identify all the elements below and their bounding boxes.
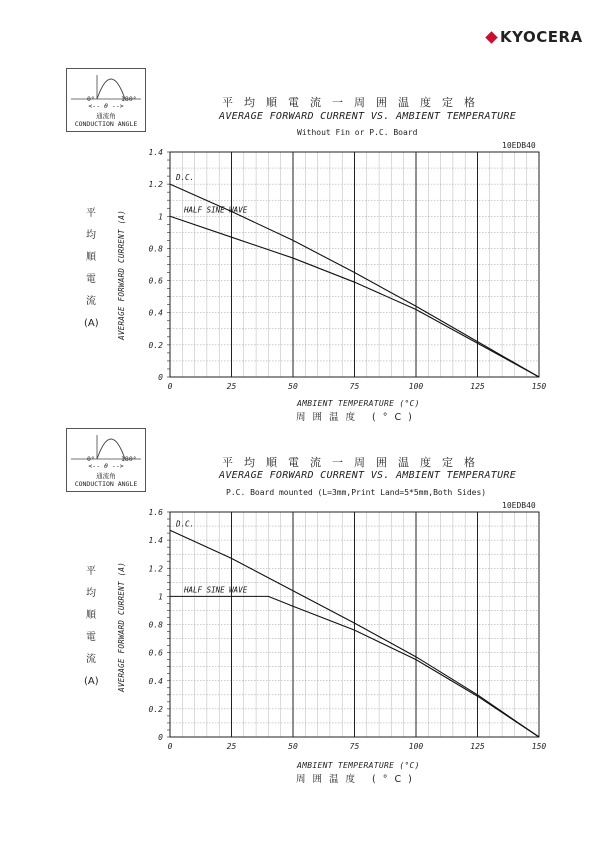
- chart1-title-cn: 平均順電流一周囲温度定格: [222, 96, 486, 109]
- chart2-xlabel: AMBIENT TEMPERATURE (°C): [297, 761, 420, 770]
- chart2-subtitle: P.C. Board mounted (L=3mm,Print Land=5*5mm,Both Sides): [226, 488, 487, 497]
- y-tick-label: 1.4: [148, 536, 163, 546]
- conduction-angle-inset: [66, 428, 146, 492]
- x-tick-label: 75: [349, 382, 360, 391]
- series-label: HALF SINE WAVE: [184, 205, 248, 215]
- conduction-angle-cn: 通流角: [96, 472, 116, 480]
- y-tick-label: 0.2: [148, 340, 163, 350]
- x-tick-label: 25: [226, 742, 237, 751]
- x-tick-label: 50: [288, 382, 298, 391]
- chart2-part-number: 10EDB40: [502, 501, 536, 510]
- theta-symbol: <-- θ -->: [88, 102, 124, 110]
- chart1-title: AVERAGE FORWARD CURRENT VS. AMBIENT TEMPERATURE: [219, 111, 517, 122]
- chart1-plot: [0, 140, 595, 390]
- angle-start-label: 0°: [87, 95, 95, 103]
- chart2-ylabel: AVERAGE FORWARD CURRENT (A): [117, 561, 126, 692]
- brand-name: KYOCERA: [500, 28, 583, 46]
- kyocera-logo: [486, 28, 583, 46]
- angle-start-label: 0°: [87, 455, 95, 463]
- angle-end-label: 180°: [121, 95, 137, 103]
- x-tick-label: 150: [531, 742, 547, 751]
- chart1-part-number: 10EDB40: [502, 141, 536, 150]
- y-tick-label: 1: [158, 212, 163, 222]
- y-tick-label: 1.2: [148, 564, 163, 574]
- theta-symbol: <-- θ -->: [88, 462, 124, 470]
- y-tick-label: 0.6: [148, 648, 163, 658]
- x-tick-label: 125: [470, 742, 485, 751]
- y-tick-label: 0.4: [148, 308, 163, 318]
- x-tick-label: 0: [167, 742, 173, 751]
- series-label: HALF SINE WAVE: [184, 585, 248, 595]
- conduction-angle-label: CONDUCTION ANGLE: [74, 120, 138, 128]
- series-label: D.C.: [176, 173, 195, 183]
- chart2-ylabel-cn: 平 均 順 電 流 (A): [84, 566, 99, 687]
- y-tick-label: 0.6: [148, 276, 163, 286]
- x-tick-label: 125: [470, 382, 485, 391]
- y-tick-label: 0.8: [148, 620, 163, 630]
- conduction-angle-inset: [66, 68, 146, 132]
- chart2-plot: [0, 500, 595, 750]
- x-tick-label: 100: [408, 382, 424, 391]
- chart1-ylabel: AVERAGE FORWARD CURRENT (A): [117, 209, 126, 340]
- y-tick-label: 1.2: [148, 180, 163, 190]
- chart1-ylabel-cn: 平 均 順 電 流 (A): [84, 208, 99, 329]
- series-label: D.C.: [176, 519, 195, 529]
- x-tick-label: 75: [349, 742, 360, 751]
- chart2-xlabel-cn: 周囲温度 (°C): [296, 774, 419, 785]
- x-tick-label: 100: [408, 742, 424, 751]
- chart2-title: AVERAGE FORWARD CURRENT VS. AMBIENT TEMPERATURE: [219, 470, 517, 481]
- y-tick-label: 0.4: [148, 676, 163, 686]
- x-tick-label: 0: [167, 382, 173, 391]
- y-tick-label: 0.8: [148, 244, 163, 254]
- x-tick-label: 150: [531, 382, 547, 391]
- y-tick-label: 0: [158, 733, 163, 742]
- y-tick-label: 0.2: [148, 704, 163, 714]
- conduction-angle-cn: 通流角: [96, 112, 116, 120]
- y-tick-label: 1: [158, 592, 163, 602]
- y-tick-label: 1.4: [148, 148, 163, 157]
- kyocera-mark-icon: [485, 31, 497, 43]
- chart1-subtitle: Without Fin or P.C. Board: [297, 128, 418, 137]
- conduction-angle-label: CONDUCTION ANGLE: [74, 480, 138, 488]
- chart1-xlabel: AMBIENT TEMPERATURE (°C): [297, 399, 420, 408]
- x-tick-label: 50: [288, 742, 298, 751]
- y-tick-label: 1.6: [148, 508, 163, 517]
- x-tick-label: 25: [226, 382, 237, 391]
- y-tick-label: 0: [158, 373, 163, 382]
- chart2-title-cn: 平均順電流一周囲温度定格: [222, 456, 486, 469]
- angle-end-label: 180°: [121, 455, 137, 463]
- chart1-xlabel-cn: 周囲温度 (°C): [296, 412, 419, 423]
